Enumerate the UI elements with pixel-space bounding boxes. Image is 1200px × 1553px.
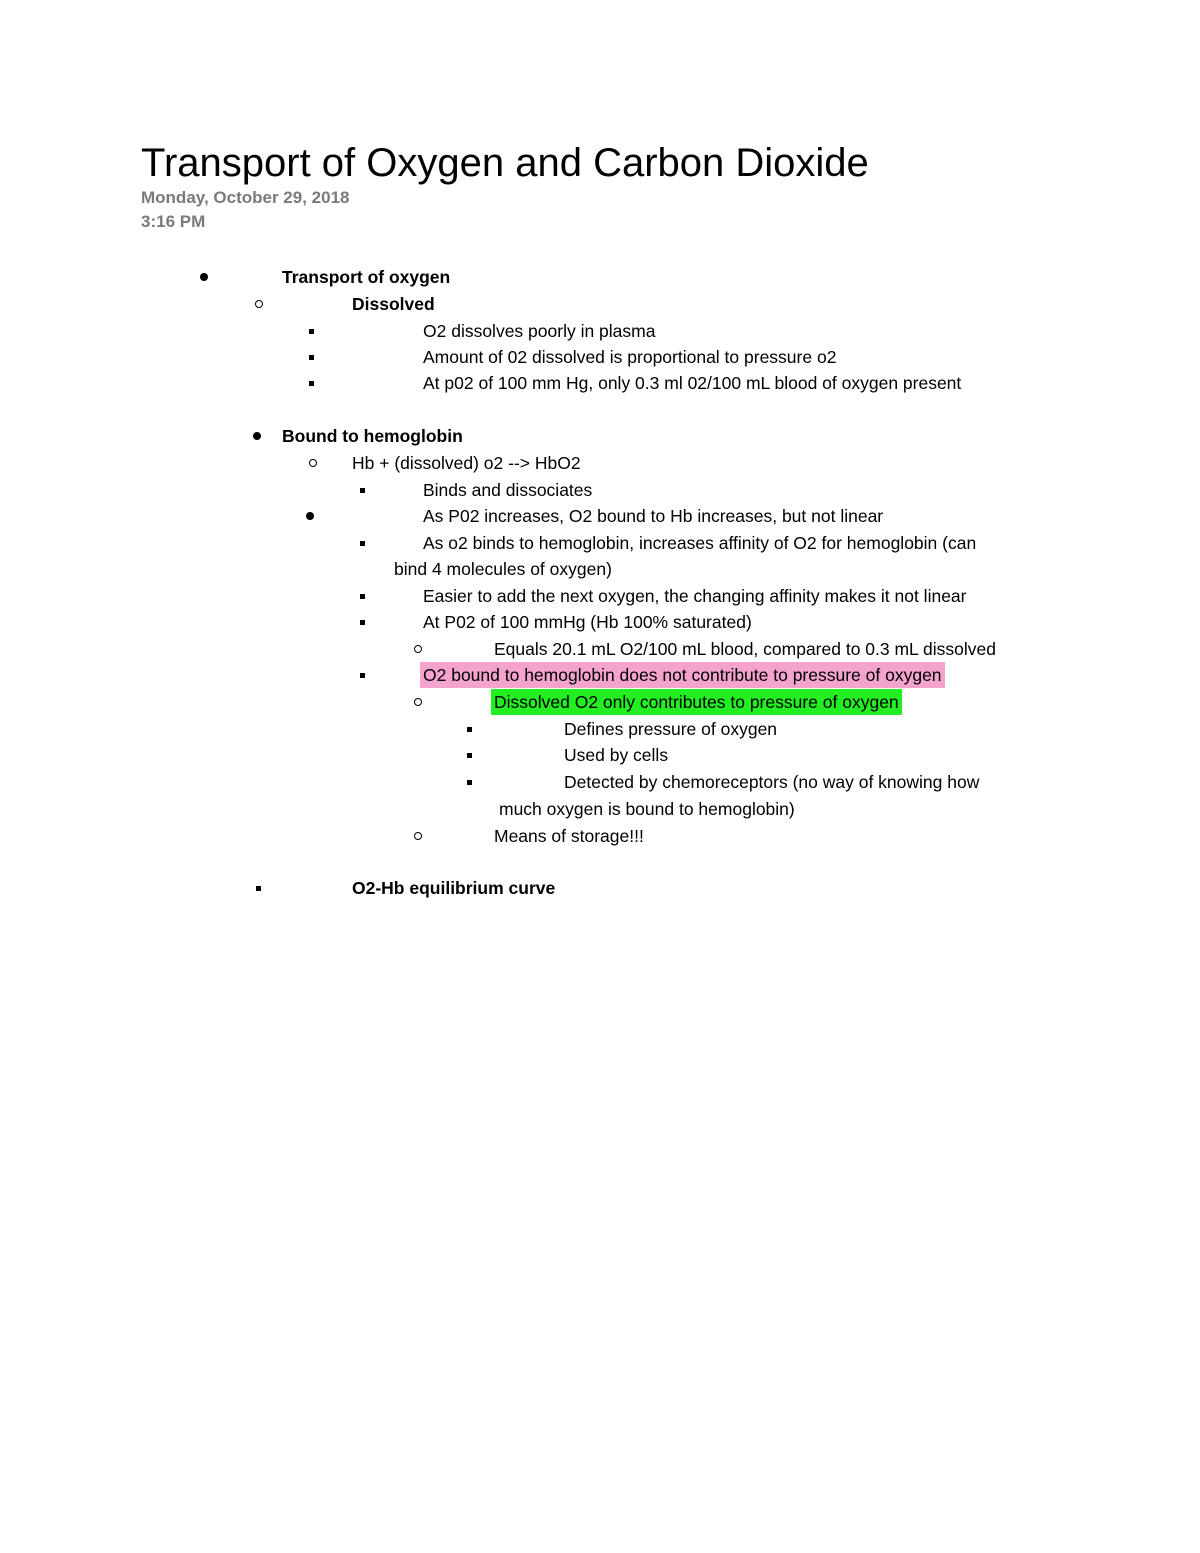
circle-bullet-icon xyxy=(411,823,425,849)
outline-item-text: At P02 of 100 mmHg (Hb 100% saturated) xyxy=(423,612,752,632)
outline-item-continuation xyxy=(0,796,1200,823)
square-bullet-icon xyxy=(251,875,265,901)
outline-item xyxy=(0,318,1200,345)
highlighted-text: O2 bound to hemoglobin does not contribute to pressure of oxygen xyxy=(420,662,945,688)
square-bullet-icon xyxy=(462,742,476,768)
outline-item-text: Defines pressure of oxygen xyxy=(564,719,778,739)
square-bullet-icon xyxy=(355,583,369,609)
square-bullet-icon xyxy=(304,370,318,396)
outline-item-text: As P02 increases, O2 bound to Hb increases, but not linear xyxy=(423,506,884,526)
outline-item xyxy=(0,662,1200,689)
outline-item-text: Means of storage!!! xyxy=(494,826,644,846)
outline-item xyxy=(0,875,1200,902)
outline-item-text: O2-Hb equilibrium curve xyxy=(352,878,556,898)
outline-item xyxy=(0,264,1200,291)
outline-item-text: As o2 binds to hemoglobin, increases affinity of O2 for hemoglobin (can xyxy=(423,533,977,553)
outline-item xyxy=(0,636,1200,663)
outline-item-continuation xyxy=(0,556,1200,583)
square-bullet-icon xyxy=(355,530,369,556)
disc-bullet-icon xyxy=(197,264,211,290)
outline-item xyxy=(0,742,1200,769)
square-bullet-icon xyxy=(355,662,369,688)
square-bullet-icon xyxy=(462,769,476,795)
circle-bullet-icon xyxy=(411,689,425,715)
outline-item xyxy=(0,583,1200,610)
outline-item-text: Bound to hemoglobin xyxy=(282,426,463,446)
outline-item xyxy=(0,370,1200,397)
outline-item-text: Detected by chemoreceptors (no way of knowing how xyxy=(564,772,980,792)
outline-item-text: At p02 of 100 mm Hg, only 0.3 ml 02/100 mL blood of oxygen present xyxy=(423,373,962,393)
outline-item-text: Hb + (dissolved) o2 --> HbO2 xyxy=(352,453,581,473)
outline-item xyxy=(0,769,1200,796)
outline-item-text: Equals 20.1 mL O2/100 mL blood, compared to 0.3 mL dissolved xyxy=(494,639,996,659)
outline-item xyxy=(0,530,1200,557)
outline-item xyxy=(0,344,1200,371)
outline-item-text: much oxygen is bound to hemoglobin) xyxy=(499,799,795,819)
note-time: 3:16 PM xyxy=(141,212,206,231)
outline-item-text: O2 dissolves poorly in plasma xyxy=(423,321,656,341)
square-bullet-icon xyxy=(355,609,369,635)
outline-item xyxy=(0,450,1200,477)
square-bullet-icon xyxy=(355,477,369,503)
circle-bullet-icon xyxy=(306,450,320,476)
square-bullet-icon xyxy=(462,716,476,742)
square-bullet-icon xyxy=(304,344,318,370)
outline-item xyxy=(0,689,1200,716)
circle-bullet-icon xyxy=(411,636,425,662)
page-title: Transport of Oxygen and Carbon Dioxide xyxy=(141,141,869,185)
outline-item xyxy=(0,609,1200,636)
outline-item-text: Dissolved xyxy=(352,294,435,314)
outline-item-text: Used by cells xyxy=(564,745,669,765)
outline-item xyxy=(0,503,1200,530)
highlighted-text: Dissolved O2 only contributes to pressure of oxygen xyxy=(491,689,902,715)
outline-item xyxy=(0,291,1200,318)
outline-item-text: Transport of oxygen xyxy=(282,267,451,287)
outline-item xyxy=(0,823,1200,850)
outline-item-text: Easier to add the next oxygen, the changing affinity makes it not linear xyxy=(423,586,967,606)
note-date: Monday, October 29, 2018 xyxy=(141,188,350,207)
outline-item xyxy=(0,716,1200,743)
disc-bullet-icon xyxy=(250,423,264,449)
outline-item-text: Binds and dissociates xyxy=(423,480,593,500)
outline-item-text: bind 4 molecules of oxygen) xyxy=(394,559,612,579)
square-bullet-icon xyxy=(304,318,318,344)
outline-item-text: Amount of 02 dissolved is proportional to pressure o2 xyxy=(423,347,837,367)
outline-item xyxy=(0,477,1200,504)
disc-bullet-icon xyxy=(303,503,317,529)
circle-bullet-icon xyxy=(252,291,266,317)
outline-item xyxy=(0,423,1200,450)
